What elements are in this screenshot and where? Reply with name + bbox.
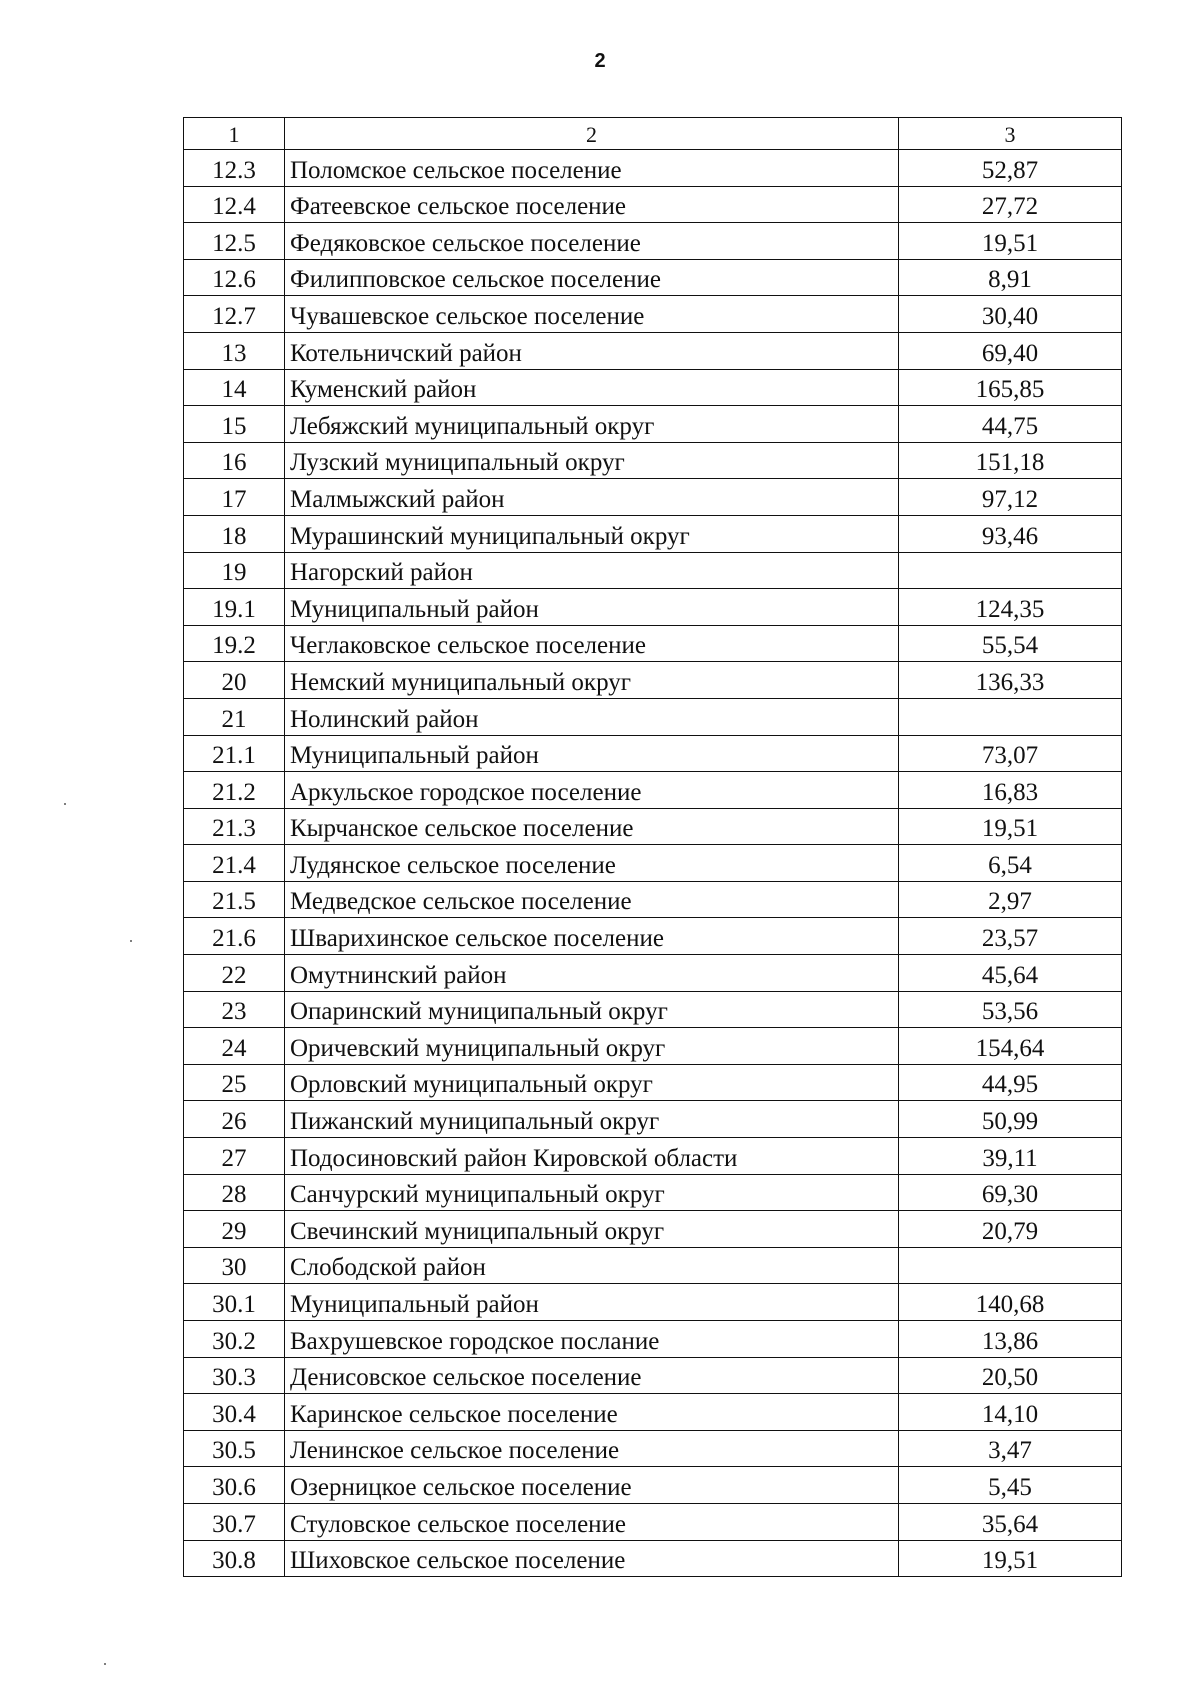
table-row — [184, 1028, 1122, 1065]
row-name: Лузский муниципальный округ — [285, 442, 899, 479]
row-name: Лебяжский муниципальный округ — [285, 406, 899, 443]
table-row — [184, 662, 1122, 699]
row-name: Аркульское городское поселение — [285, 772, 899, 809]
table-row — [184, 186, 1122, 223]
row-number: 29 — [184, 1211, 285, 1248]
table-row — [184, 808, 1122, 845]
table-row — [184, 845, 1122, 882]
row-number: 27 — [184, 1138, 285, 1175]
row-name: Омутнинский район — [285, 955, 899, 992]
scan-speck — [130, 940, 132, 942]
row-number: 30.2 — [184, 1321, 285, 1358]
row-number: 19.1 — [184, 589, 285, 626]
row-value: 165,85 — [899, 369, 1122, 406]
scan-speck — [104, 1663, 106, 1665]
data-table-container — [183, 117, 1121, 1577]
row-value: 124,35 — [899, 589, 1122, 626]
table-row — [184, 1138, 1122, 1175]
row-number: 30.8 — [184, 1540, 285, 1577]
row-value: 136,33 — [899, 662, 1122, 699]
row-value: 16,83 — [899, 772, 1122, 809]
row-number: 12.5 — [184, 223, 285, 260]
row-value: 19,51 — [899, 1540, 1122, 1577]
header-row — [184, 118, 1122, 150]
row-value: 6,54 — [899, 845, 1122, 882]
row-value: 151,18 — [899, 442, 1122, 479]
table-row — [184, 1357, 1122, 1394]
table-row — [184, 150, 1122, 187]
row-name: Котельничский район — [285, 332, 899, 369]
row-value: 19,51 — [899, 808, 1122, 845]
table-row — [184, 1211, 1122, 1248]
row-number: 15 — [184, 406, 285, 443]
table-row — [184, 1540, 1122, 1577]
row-name: Немский муниципальный округ — [285, 662, 899, 699]
row-number: 30.7 — [184, 1503, 285, 1540]
row-number: 25 — [184, 1064, 285, 1101]
table-row — [184, 479, 1122, 516]
row-number: 14 — [184, 369, 285, 406]
row-number: 12.7 — [184, 296, 285, 333]
row-name: Орловский муниципальный округ — [285, 1064, 899, 1101]
row-value: 3,47 — [899, 1430, 1122, 1467]
table-row — [184, 1321, 1122, 1358]
table-row — [184, 1503, 1122, 1540]
row-name: Стуловское сельское поселение — [285, 1503, 899, 1540]
row-name: Чеглаковское сельское поселение — [285, 625, 899, 662]
row-number: 21.1 — [184, 735, 285, 772]
table-row — [184, 1101, 1122, 1138]
row-value: 52,87 — [899, 150, 1122, 187]
row-number: 19.2 — [184, 625, 285, 662]
table-row — [184, 772, 1122, 809]
column-header-name: 2 — [285, 118, 899, 150]
table-row — [184, 1064, 1122, 1101]
row-name: Филипповское сельское поселение — [285, 259, 899, 296]
row-value: 50,99 — [899, 1101, 1122, 1138]
table-row — [184, 515, 1122, 552]
row-name: Чувашевское сельское поселение — [285, 296, 899, 333]
table-row — [184, 1174, 1122, 1211]
table-row — [184, 259, 1122, 296]
row-name: Лудянское сельское поселение — [285, 845, 899, 882]
row-name: Муниципальный район — [285, 1284, 899, 1321]
row-name: Федяковское сельское поселение — [285, 223, 899, 260]
page-number: 2 — [594, 50, 606, 72]
table-row — [184, 406, 1122, 443]
row-number: 30.5 — [184, 1430, 285, 1467]
table-row — [184, 552, 1122, 589]
table-row — [184, 881, 1122, 918]
row-value: 35,64 — [899, 1503, 1122, 1540]
row-name: Куменский район — [285, 369, 899, 406]
row-name: Кырчанское сельское поселение — [285, 808, 899, 845]
row-value: 2,97 — [899, 881, 1122, 918]
table-row — [184, 991, 1122, 1028]
row-value: 14,10 — [899, 1394, 1122, 1431]
row-value: 44,95 — [899, 1064, 1122, 1101]
row-name: Озерницкое сельское поселение — [285, 1467, 899, 1504]
row-name: Муниципальный район — [285, 589, 899, 626]
row-name: Медведское сельское поселение — [285, 881, 899, 918]
row-value: 27,72 — [899, 186, 1122, 223]
row-number: 28 — [184, 1174, 285, 1211]
row-number: 16 — [184, 442, 285, 479]
table-row — [184, 918, 1122, 955]
row-name: Шиховское сельское поселение — [285, 1540, 899, 1577]
row-number: 30.3 — [184, 1357, 285, 1394]
row-number: 22 — [184, 955, 285, 992]
table-row — [184, 442, 1122, 479]
row-number: 21.3 — [184, 808, 285, 845]
row-value — [899, 698, 1122, 735]
row-number: 26 — [184, 1101, 285, 1138]
row-name: Фатеевское сельское поселение — [285, 186, 899, 223]
row-number: 30 — [184, 1247, 285, 1284]
row-value: 97,12 — [899, 479, 1122, 516]
row-value — [899, 1247, 1122, 1284]
table-row — [184, 296, 1122, 333]
row-number: 30.4 — [184, 1394, 285, 1431]
row-name: Пижанский муниципальный округ — [285, 1101, 899, 1138]
row-value: 8,91 — [899, 259, 1122, 296]
row-number: 21 — [184, 698, 285, 735]
table-row — [184, 369, 1122, 406]
table-row — [184, 1284, 1122, 1321]
table-row — [184, 1430, 1122, 1467]
row-number: 20 — [184, 662, 285, 699]
row-number: 12.6 — [184, 259, 285, 296]
row-name: Шварихинское сельское поселение — [285, 918, 899, 955]
table-row — [184, 1467, 1122, 1504]
table-row — [184, 698, 1122, 735]
row-value: 45,64 — [899, 955, 1122, 992]
row-value: 55,54 — [899, 625, 1122, 662]
row-number: 18 — [184, 515, 285, 552]
row-number: 23 — [184, 991, 285, 1028]
table-header — [184, 118, 1122, 150]
row-name: Подосиновский район Кировской области — [285, 1138, 899, 1175]
row-name: Нолинский район — [285, 698, 899, 735]
table-body — [184, 150, 1122, 1577]
row-number: 19 — [184, 552, 285, 589]
row-number: 12.3 — [184, 150, 285, 187]
row-name: Малмыжский район — [285, 479, 899, 516]
row-number: 17 — [184, 479, 285, 516]
row-name: Ленинское сельское поселение — [285, 1430, 899, 1467]
row-value: 20,50 — [899, 1357, 1122, 1394]
row-name: Муниципальный район — [285, 735, 899, 772]
row-value: 73,07 — [899, 735, 1122, 772]
table-row — [184, 1247, 1122, 1284]
row-value: 69,30 — [899, 1174, 1122, 1211]
row-number: 13 — [184, 332, 285, 369]
row-name: Мурашинский муниципальный округ — [285, 515, 899, 552]
row-name: Санчурский муниципальный округ — [285, 1174, 899, 1211]
row-value: 69,40 — [899, 332, 1122, 369]
row-value: 5,45 — [899, 1467, 1122, 1504]
row-value: 23,57 — [899, 918, 1122, 955]
table-row — [184, 625, 1122, 662]
table-row — [184, 1394, 1122, 1431]
row-value: 154,64 — [899, 1028, 1122, 1065]
row-value — [899, 552, 1122, 589]
row-value: 53,56 — [899, 991, 1122, 1028]
row-name: Вахрушевское городское послание — [285, 1321, 899, 1358]
row-number: 30.1 — [184, 1284, 285, 1321]
row-name: Слободской район — [285, 1247, 899, 1284]
row-value: 30,40 — [899, 296, 1122, 333]
column-header-number: 1 — [184, 118, 285, 150]
row-number: 21.5 — [184, 881, 285, 918]
row-value: 19,51 — [899, 223, 1122, 260]
row-name: Нагорский район — [285, 552, 899, 589]
table-row — [184, 589, 1122, 626]
row-value: 39,11 — [899, 1138, 1122, 1175]
row-number: 24 — [184, 1028, 285, 1065]
table-row — [184, 332, 1122, 369]
row-name: Каринское сельское поселение — [285, 1394, 899, 1431]
row-number: 21.2 — [184, 772, 285, 809]
data-table — [183, 117, 1122, 1577]
row-number: 12.4 — [184, 186, 285, 223]
row-name: Опаринский муниципальный округ — [285, 991, 899, 1028]
row-value: 140,68 — [899, 1284, 1122, 1321]
row-value: 93,46 — [899, 515, 1122, 552]
row-name: Оричевский муниципальный округ — [285, 1028, 899, 1065]
table-row — [184, 223, 1122, 260]
row-number: 30.6 — [184, 1467, 285, 1504]
row-value: 44,75 — [899, 406, 1122, 443]
row-value: 13,86 — [899, 1321, 1122, 1358]
table-row — [184, 955, 1122, 992]
row-name: Поломское сельское поселение — [285, 150, 899, 187]
table-row — [184, 735, 1122, 772]
row-name: Денисовское сельское поселение — [285, 1357, 899, 1394]
scan-speck — [64, 803, 66, 805]
row-name: Свечинский муниципальный округ — [285, 1211, 899, 1248]
column-header-value: 3 — [899, 118, 1122, 150]
row-number: 21.6 — [184, 918, 285, 955]
row-value: 20,79 — [899, 1211, 1122, 1248]
row-number: 21.4 — [184, 845, 285, 882]
